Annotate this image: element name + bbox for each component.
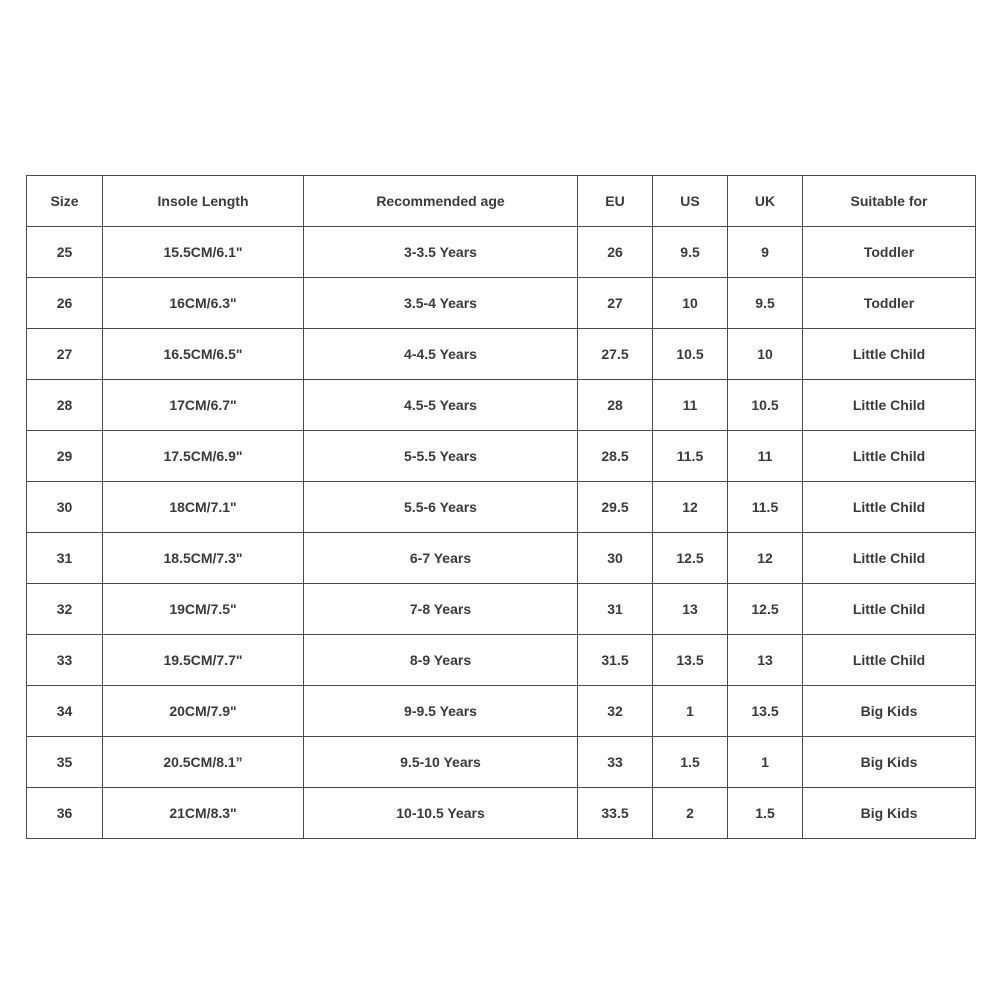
- cell-insole-length: 18CM/7.1": [103, 482, 304, 533]
- cell-uk: 9.5: [728, 278, 803, 329]
- cell-insole-length: 15.5CM/6.1": [103, 227, 304, 278]
- cell-recommended-age: 3-3.5 Years: [304, 227, 578, 278]
- cell-recommended-age: 3.5-4 Years: [304, 278, 578, 329]
- table-row: [27, 278, 976, 329]
- cell-suitable-for: Little Child: [803, 635, 976, 686]
- cell-uk: 9: [728, 227, 803, 278]
- cell-eu: 33: [578, 737, 653, 788]
- cell-insole-length: 16.5CM/6.5": [103, 329, 304, 380]
- column-header-recommended-age: Recommended age: [304, 176, 578, 227]
- table-row: [27, 482, 976, 533]
- cell-suitable-for: Big Kids: [803, 737, 976, 788]
- table-row: [27, 584, 976, 635]
- header-row: [27, 176, 976, 227]
- cell-recommended-age: 4.5-5 Years: [304, 380, 578, 431]
- cell-uk: 12.5: [728, 584, 803, 635]
- cell-insole-length: 18.5CM/7.3": [103, 533, 304, 584]
- cell-eu: 28.5: [578, 431, 653, 482]
- cell-us: 1: [653, 686, 728, 737]
- cell-insole-length: 19.5CM/7.7": [103, 635, 304, 686]
- cell-eu: 32: [578, 686, 653, 737]
- cell-recommended-age: 9-9.5 Years: [304, 686, 578, 737]
- cell-eu: 29.5: [578, 482, 653, 533]
- cell-size: 30: [27, 482, 103, 533]
- cell-eu: 27.5: [578, 329, 653, 380]
- table-row: [27, 380, 976, 431]
- column-header-insole-length: Insole Length: [103, 176, 304, 227]
- cell-us: 11.5: [653, 431, 728, 482]
- table-row: [27, 227, 976, 278]
- table-row: [27, 788, 976, 839]
- cell-recommended-age: 4-4.5 Years: [304, 329, 578, 380]
- size-chart-table: [26, 175, 976, 839]
- cell-suitable-for: Big Kids: [803, 788, 976, 839]
- cell-uk: 13: [728, 635, 803, 686]
- cell-suitable-for: Little Child: [803, 380, 976, 431]
- cell-recommended-age: 10-10.5 Years: [304, 788, 578, 839]
- cell-suitable-for: Toddler: [803, 278, 976, 329]
- cell-uk: 10.5: [728, 380, 803, 431]
- cell-suitable-for: Little Child: [803, 533, 976, 584]
- cell-uk: 13.5: [728, 686, 803, 737]
- cell-eu: 33.5: [578, 788, 653, 839]
- cell-eu: 27: [578, 278, 653, 329]
- cell-insole-length: 16CM/6.3": [103, 278, 304, 329]
- cell-recommended-age: 7-8 Years: [304, 584, 578, 635]
- cell-uk: 1: [728, 737, 803, 788]
- cell-eu: 26: [578, 227, 653, 278]
- cell-us: 10.5: [653, 329, 728, 380]
- cell-us: 2: [653, 788, 728, 839]
- column-header-suitable-for: Suitable for: [803, 176, 976, 227]
- cell-recommended-age: 6-7 Years: [304, 533, 578, 584]
- cell-suitable-for: Little Child: [803, 584, 976, 635]
- cell-size: 32: [27, 584, 103, 635]
- cell-us: 12: [653, 482, 728, 533]
- cell-suitable-for: Little Child: [803, 482, 976, 533]
- cell-us: 12.5: [653, 533, 728, 584]
- cell-us: 13: [653, 584, 728, 635]
- table-body: [27, 227, 976, 839]
- cell-us: 11: [653, 380, 728, 431]
- table-row: [27, 431, 976, 482]
- cell-size: 28: [27, 380, 103, 431]
- cell-size: 26: [27, 278, 103, 329]
- cell-us: 1.5: [653, 737, 728, 788]
- cell-insole-length: 19CM/7.5": [103, 584, 304, 635]
- cell-size: 34: [27, 686, 103, 737]
- table-row: [27, 533, 976, 584]
- cell-insole-length: 17.5CM/6.9": [103, 431, 304, 482]
- cell-suitable-for: Big Kids: [803, 686, 976, 737]
- cell-uk: 11: [728, 431, 803, 482]
- cell-size: 31: [27, 533, 103, 584]
- table-row: [27, 635, 976, 686]
- cell-size: 33: [27, 635, 103, 686]
- cell-suitable-for: Toddler: [803, 227, 976, 278]
- cell-eu: 30: [578, 533, 653, 584]
- cell-size: 27: [27, 329, 103, 380]
- cell-size: 36: [27, 788, 103, 839]
- cell-us: 9.5: [653, 227, 728, 278]
- column-header-uk: UK: [728, 176, 803, 227]
- cell-insole-length: 20.5CM/8.1”: [103, 737, 304, 788]
- cell-us: 10: [653, 278, 728, 329]
- cell-eu: 28: [578, 380, 653, 431]
- cell-recommended-age: 5-5.5 Years: [304, 431, 578, 482]
- cell-insole-length: 17CM/6.7": [103, 380, 304, 431]
- cell-recommended-age: 9.5-10 Years: [304, 737, 578, 788]
- cell-uk: 10: [728, 329, 803, 380]
- cell-insole-length: 20CM/7.9": [103, 686, 304, 737]
- cell-suitable-for: Little Child: [803, 329, 976, 380]
- table-row: [27, 737, 976, 788]
- cell-uk: 12: [728, 533, 803, 584]
- column-header-us: US: [653, 176, 728, 227]
- table-row: [27, 329, 976, 380]
- cell-size: 35: [27, 737, 103, 788]
- cell-recommended-age: 8-9 Years: [304, 635, 578, 686]
- cell-eu: 31.5: [578, 635, 653, 686]
- column-header-size: Size: [27, 176, 103, 227]
- column-header-eu: EU: [578, 176, 653, 227]
- cell-us: 13.5: [653, 635, 728, 686]
- cell-recommended-age: 5.5-6 Years: [304, 482, 578, 533]
- cell-suitable-for: Little Child: [803, 431, 976, 482]
- cell-insole-length: 21CM/8.3": [103, 788, 304, 839]
- cell-size: 25: [27, 227, 103, 278]
- table-row: [27, 686, 976, 737]
- cell-uk: 11.5: [728, 482, 803, 533]
- cell-size: 29: [27, 431, 103, 482]
- cell-eu: 31: [578, 584, 653, 635]
- cell-uk: 1.5: [728, 788, 803, 839]
